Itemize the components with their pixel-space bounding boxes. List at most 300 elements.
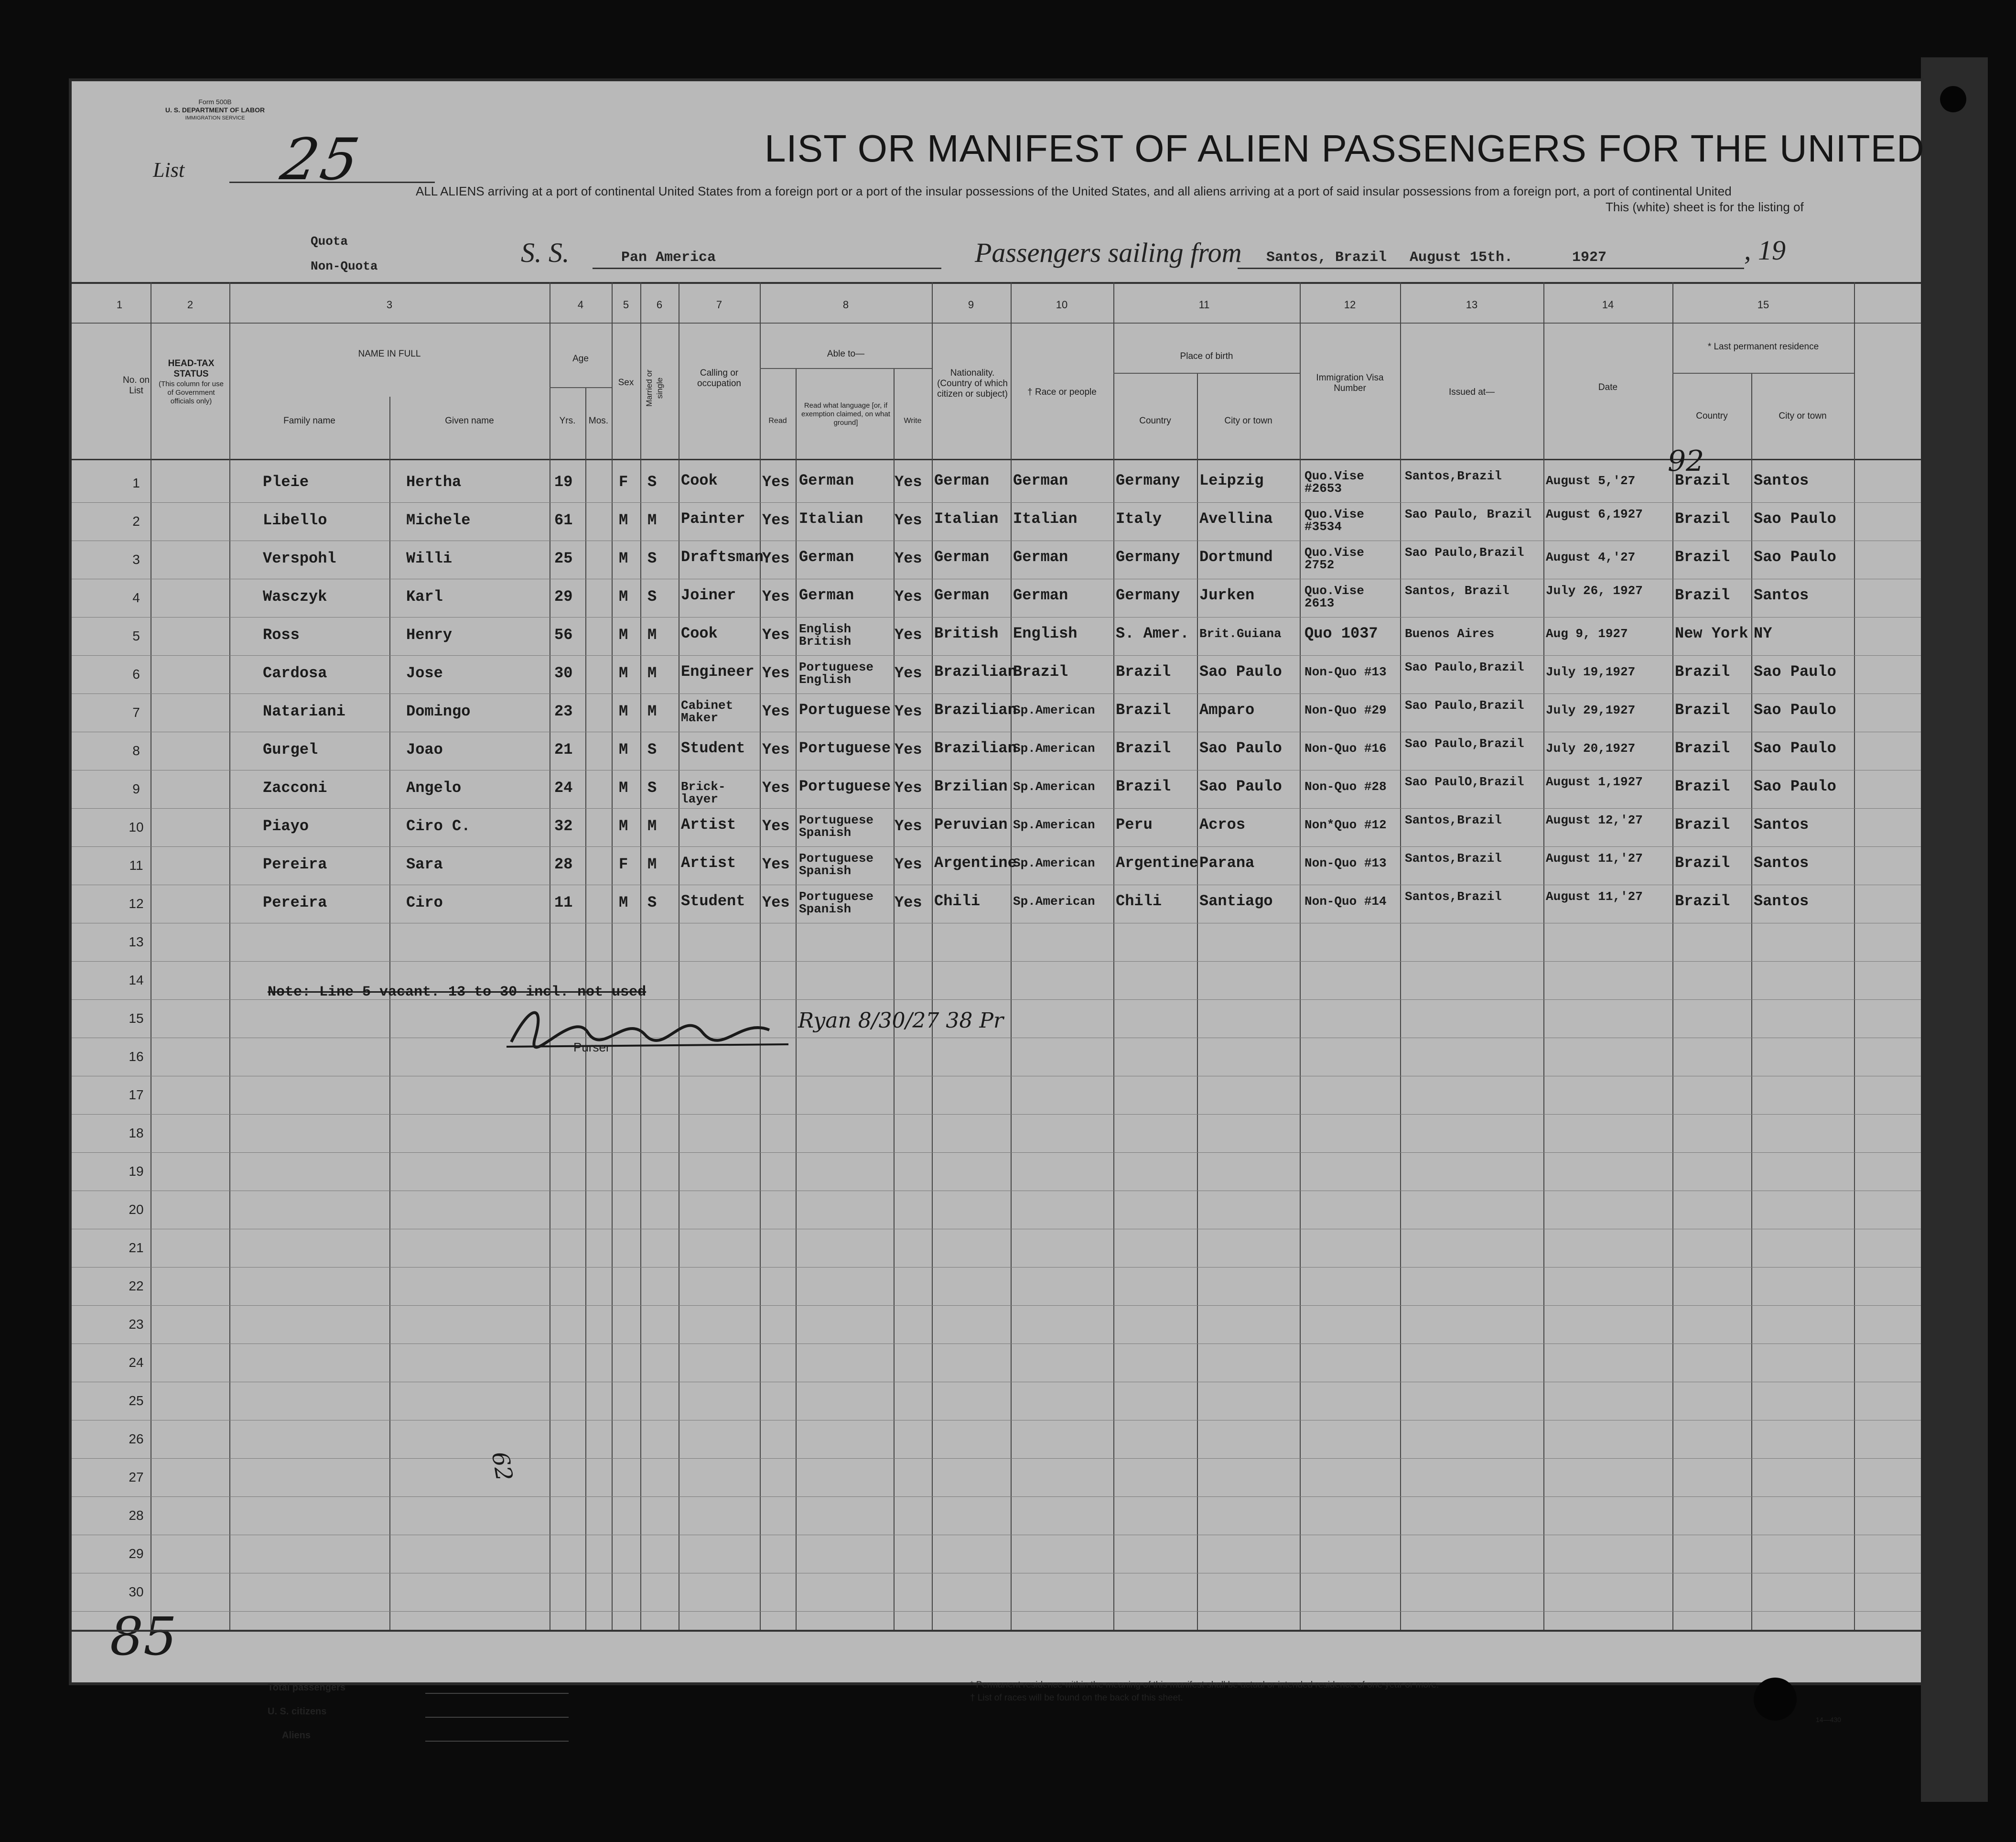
cell-res-country: Brazil [1675, 510, 1730, 528]
header-family-name: Family name [283, 416, 335, 426]
cell-issued-at: Santos,Brazil [1405, 889, 1502, 904]
cell-marital-status: M [647, 511, 657, 529]
cell-language: German [799, 586, 854, 604]
cell-age-years: 30 [554, 664, 573, 682]
aliens-line [425, 1741, 569, 1742]
cell-issued-at: Santos,Brazil [1405, 851, 1502, 866]
row-divider [72, 617, 1921, 618]
cell-family-name: Libello [263, 511, 327, 529]
form-number: Form 500B [198, 98, 232, 106]
cell-race: Sp.American [1013, 780, 1095, 794]
cell-birth-city: Avellina [1199, 510, 1273, 528]
header-able-to: Able to— [827, 349, 865, 359]
cell-family-name: Pereira [263, 856, 327, 873]
cell-occupation: Draftsman [681, 548, 764, 566]
divider [1543, 282, 1544, 1630]
cell-occupation: Painter [681, 510, 745, 528]
cell-birth-city: Sao Paulo [1199, 778, 1282, 795]
form-code: 14—430 [1816, 1716, 1841, 1723]
cell-age-years: 28 [554, 856, 573, 873]
cell-res-country: Brazil [1675, 854, 1730, 872]
cell-date: July 19,1927 [1546, 665, 1636, 679]
row-divider [72, 1305, 1921, 1306]
divider [640, 282, 641, 1630]
cell-sex: F [619, 856, 628, 873]
handwritten-signature-note: Ryan 8/30/27 38 Pr [798, 1008, 1003, 1033]
ink-blot [1754, 1678, 1797, 1721]
sailing-date: August 15th. [1410, 249, 1513, 266]
row-divider [72, 1458, 1921, 1459]
cell-nationality: Italian [934, 510, 999, 528]
header-calling: Calling or occupation [697, 368, 741, 389]
header-sex: Sex [618, 378, 634, 388]
row-number: 4 [132, 590, 140, 605]
cell-res-country: Brazil [1675, 778, 1730, 795]
column-number: 8 [842, 299, 849, 311]
cell-write: Yes [895, 550, 922, 567]
cell-birth-city: Brit.Guiana [1199, 627, 1282, 641]
quota-label: Quota [311, 234, 348, 249]
row-divider [72, 1496, 1921, 1497]
cell-nationality: German [934, 586, 990, 604]
cell-visa-number: Non-Quo #13 [1304, 665, 1387, 679]
row-number: 11 [129, 858, 143, 873]
cell-language: Portuguese [799, 778, 891, 795]
cell-language: German [799, 548, 854, 566]
cell-issued-at: Santos, Brazil [1405, 584, 1509, 598]
cell-given-name: Jose [406, 664, 443, 682]
cell-age-years: 56 [554, 626, 573, 644]
header-res-country: Country [1696, 411, 1728, 421]
cell-res-country: Brazil [1675, 701, 1730, 719]
row-number: 26 [129, 1431, 144, 1446]
cell-family-name: Pereira [263, 894, 327, 911]
row-divider [72, 502, 1921, 503]
cell-birth-country: Argentine [1116, 854, 1198, 872]
cell-res-country: Brazil [1675, 548, 1730, 566]
cell-age-years: 23 [554, 703, 573, 720]
cell-sex: F [619, 473, 628, 491]
cell-language: Portuguese Spanish [799, 889, 874, 916]
row-number: 13 [129, 934, 144, 949]
cell-race: Sp.American [1013, 741, 1095, 756]
row-divider [72, 693, 1921, 694]
page-edge [1921, 57, 1988, 1802]
cell-issued-at: Sao Paulo,Brazil [1405, 698, 1524, 713]
divider [1238, 268, 1744, 269]
cell-birth-country: Brazil [1116, 701, 1171, 719]
cell-occupation: Student [681, 892, 745, 910]
cell-age-years: 25 [554, 550, 573, 567]
manifest-sheet [72, 81, 1925, 1741]
cell-given-name: Willi [406, 550, 453, 567]
cell-occupation: Engineer [681, 663, 755, 681]
cell-birth-country: Brazil [1116, 778, 1171, 795]
row-number: 2 [132, 514, 140, 529]
cell-marital-status: S [647, 473, 657, 491]
us-citizens-line [425, 1717, 569, 1718]
purser-label: Purser [573, 1040, 610, 1054]
cell-language: Portuguese Spanish [799, 851, 874, 878]
cell-visa-number: Non-Quo #16 [1304, 741, 1387, 756]
cell-sex: M [619, 703, 628, 720]
cell-birth-city: Sao Paulo [1199, 739, 1282, 757]
row-divider [72, 1611, 1921, 1612]
row-number: 27 [129, 1470, 144, 1484]
header-married: Married or single [645, 369, 664, 407]
row-number: 21 [129, 1240, 144, 1255]
row-number: 25 [129, 1393, 144, 1408]
cell-res-country: Brazil [1675, 586, 1730, 604]
total-passengers-label: Total passengers [268, 1682, 346, 1693]
row-number: 29 [129, 1546, 144, 1561]
cell-birth-country: S. Amer. [1116, 625, 1189, 642]
row-number: 15 [129, 1011, 144, 1026]
cell-nationality: British [934, 625, 999, 642]
cell-res-city: Sao Paulo [1754, 548, 1836, 566]
column-number: 6 [656, 299, 663, 311]
cell-family-name: Verspohl [263, 550, 336, 567]
cell-nationality: Chili [934, 892, 981, 910]
punch-hole [1940, 86, 1966, 112]
cell-issued-at: Sao Paulo,Brazil [1405, 660, 1524, 674]
cell-marital-status: M [647, 817, 657, 835]
header-nationality: Nationality. (Country of which citizen or subject) [937, 368, 1008, 399]
cell-marital-status: S [647, 894, 657, 911]
cell-language: Portuguese Spanish [799, 813, 874, 840]
cell-age-years: 29 [554, 588, 573, 606]
cell-occupation: Cabinet Maker [681, 698, 733, 725]
cell-marital-status: M [647, 856, 657, 873]
divider [1113, 373, 1300, 374]
cell-race: Italian [1013, 510, 1078, 528]
form-info [148, 98, 282, 122]
row-number: 17 [129, 1087, 144, 1102]
cell-sex: M [619, 550, 628, 567]
cell-sex: M [619, 894, 628, 911]
cell-sex: M [619, 664, 628, 682]
column-number: 13 [1466, 299, 1478, 311]
cell-given-name: Henry [406, 626, 453, 644]
list-label: List [153, 158, 185, 182]
row-number: 20 [129, 1202, 144, 1217]
cell-given-name: Domingo [406, 703, 471, 720]
row-number: 19 [129, 1164, 144, 1179]
cell-write: Yes [895, 588, 922, 606]
cell-date: July 26, 1927 [1546, 584, 1643, 598]
row-number: 7 [132, 705, 140, 720]
column-number: 12 [1344, 299, 1356, 311]
divider [760, 368, 932, 369]
cell-birth-country: Italy [1116, 510, 1162, 528]
cell-visa-number: Non-Quo #14 [1304, 894, 1387, 909]
cell-family-name: Pleie [263, 473, 309, 491]
cell-race: Sp.American [1013, 894, 1095, 909]
cell-birth-city: Jurken [1199, 586, 1255, 604]
cell-language: Portuguese English [799, 660, 874, 687]
row-number: 16 [129, 1049, 144, 1064]
cell-race: Brazil [1013, 663, 1068, 681]
row-number: 23 [129, 1317, 144, 1332]
row-number: 9 [132, 781, 140, 796]
cell-date: August 12,'27 [1546, 813, 1643, 827]
cell-read: Yes [762, 703, 790, 720]
page-title: LIST OR MANIFEST OF ALIEN PASSENGERS FOR THE UNITED [765, 127, 1925, 170]
header-res-city: City or town [1779, 411, 1827, 421]
us-citizens-label: U. S. citizens [268, 1706, 327, 1717]
handwritten-mark: 62 [486, 1450, 518, 1483]
cell-language: Italian [799, 510, 863, 528]
cell-marital-status: M [647, 626, 657, 644]
service: IMMIGRATION SERVICE [185, 115, 245, 121]
cell-res-city: Santos [1754, 854, 1809, 872]
cell-res-city: Santos [1754, 586, 1809, 604]
column-number: 7 [716, 299, 722, 311]
divider [229, 282, 230, 1630]
column-number: 1 [116, 299, 123, 311]
purser-signature [502, 999, 808, 1056]
cell-read: Yes [762, 550, 790, 567]
row-number: 10 [129, 820, 144, 834]
column-number: 15 [1757, 299, 1769, 311]
footnote-permanent-residence: * Permanent residence within the meaning of this manifest shall be actual or intended residence of one year or more. [970, 1680, 1439, 1690]
cell-given-name: Ciro [406, 894, 443, 911]
cell-occupation: Student [681, 739, 745, 757]
header-read: Read [768, 417, 787, 425]
cell-birth-country: Brazil [1116, 663, 1171, 681]
cell-language: Portuguese [799, 739, 891, 757]
cell-nationality: Brazilian [934, 701, 1017, 719]
cell-visa-number: Quo.Vise 2752 [1304, 545, 1364, 572]
cell-nationality: Brazilian [934, 663, 1017, 681]
cell-sex: M [619, 511, 628, 529]
cell-res-country: Brazil [1675, 472, 1730, 489]
row-number: 8 [132, 743, 140, 758]
cell-race: German [1013, 548, 1068, 566]
cell-age-years: 61 [554, 511, 573, 529]
cell-issued-at: Sao Paulo, Brazil [1405, 507, 1532, 521]
row-number: 6 [132, 667, 140, 682]
header-yrs: Yrs. [559, 416, 576, 426]
cell-visa-number: Non-Quo #28 [1304, 780, 1387, 794]
cell-given-name: Karl [406, 588, 443, 606]
header-date: Date [1598, 382, 1618, 392]
cell-birth-country: Peru [1116, 816, 1153, 834]
sailing-from: Santos, Brazil [1266, 249, 1387, 266]
cell-language: German [799, 472, 854, 489]
cell-date: August 11,'27 [1546, 889, 1643, 904]
divider [1751, 373, 1752, 1630]
column-number: 14 [1602, 299, 1614, 311]
cell-given-name: Joao [406, 741, 443, 758]
cell-birth-city: Leipzig [1199, 472, 1264, 489]
cell-read: Yes [762, 626, 790, 644]
divider [72, 459, 1921, 460]
cell-nationality: Argentine [934, 854, 1017, 872]
header-place-of-birth: Place of birth [1180, 351, 1233, 361]
row-number: 30 [129, 1584, 144, 1599]
cell-sex: M [619, 779, 628, 797]
cell-date: August 5,'27 [1546, 474, 1636, 488]
cell-nationality: German [934, 472, 990, 489]
cell-write: Yes [895, 779, 922, 797]
column-number: 5 [623, 299, 629, 311]
header-birth-city: City or town [1224, 416, 1272, 426]
cell-res-country: Brazil [1675, 816, 1730, 834]
cell-write: Yes [895, 817, 922, 835]
aliens-label: Aliens [282, 1730, 311, 1741]
cell-res-city: Sao Paulo [1754, 739, 1836, 757]
cell-age-years: 32 [554, 817, 573, 835]
divider [1400, 282, 1401, 1630]
divider [593, 268, 941, 269]
cell-given-name: Hertha [406, 473, 462, 491]
cell-visa-number: Quo.Vise #3534 [1304, 507, 1364, 534]
cell-res-city: Sao Paulo [1754, 510, 1836, 528]
cell-race: Sp.American [1013, 818, 1095, 832]
cell-date: July 29,1927 [1546, 703, 1636, 717]
cell-nationality: Peruvian [934, 816, 1008, 834]
row-number: 18 [129, 1126, 144, 1140]
cell-birth-city: Dortmund [1199, 548, 1273, 566]
divider [612, 282, 613, 1630]
cell-date: August 4,'27 [1546, 550, 1636, 564]
cell-age-years: 19 [554, 473, 573, 491]
cell-nationality: Brzilian [934, 778, 1008, 795]
cell-race: Sp.American [1013, 856, 1095, 870]
header-mos: Mos. [588, 416, 609, 426]
row-number: 5 [132, 628, 140, 643]
row-divider [72, 961, 1921, 962]
cell-birth-city: Acros [1199, 816, 1246, 834]
header-head-tax-note: (This column for use of Government officials only) [159, 380, 224, 405]
cell-read: Yes [762, 856, 790, 873]
row-divider [72, 1152, 1921, 1153]
cell-race: German [1013, 586, 1068, 604]
column-number: 4 [577, 299, 584, 311]
cell-read: Yes [762, 473, 790, 491]
header-race: † Race or people [1027, 387, 1097, 397]
cell-visa-number: Non-Quo #13 [1304, 856, 1387, 870]
cell-birth-city: Amparo [1199, 701, 1255, 719]
header-last-residence: * Last permanent residence [1707, 342, 1819, 352]
divider [72, 1630, 1921, 1632]
cell-visa-number: Quo 1037 [1304, 625, 1378, 642]
cell-write: Yes [895, 473, 922, 491]
row-number: 14 [129, 973, 144, 987]
divider [550, 387, 612, 388]
cell-family-name: Natariani [263, 703, 345, 720]
cell-age-years: 24 [554, 779, 573, 797]
header-visa-number: Immigration Visa Number [1316, 373, 1384, 393]
cell-date: August 11,'27 [1546, 851, 1643, 866]
cell-given-name: Sara [406, 856, 443, 873]
cell-res-country: Brazil [1675, 739, 1730, 757]
cell-family-name: Wasczyk [263, 588, 327, 606]
divider [1300, 282, 1301, 1630]
cell-birth-country: Chili [1116, 892, 1162, 910]
subtitle-line-1: ALL ALIENS arriving at a port of continental United States from a foreign port or a port of the insular possessions of the United States, and all aliens arriving at a port of said insular possessions from a foreign port, a port of continental United [416, 184, 1732, 198]
cell-birth-country: Germany [1116, 472, 1180, 489]
cell-date: Aug 9, 1927 [1546, 627, 1628, 641]
cell-birth-city: Sao Paulo [1199, 663, 1282, 681]
cell-write: Yes [895, 626, 922, 644]
row-divider [72, 1114, 1921, 1115]
divider [1854, 282, 1855, 1630]
cell-res-city: Santos [1754, 816, 1809, 834]
cell-birth-country: Brazil [1116, 739, 1171, 757]
cell-sex: M [619, 741, 628, 758]
ss-label: S. S. [521, 237, 570, 268]
cell-write: Yes [895, 703, 922, 720]
divider [72, 282, 1921, 284]
cell-date: July 20,1927 [1546, 741, 1636, 756]
row-divider [72, 846, 1921, 847]
cell-read: Yes [762, 894, 790, 911]
divider [1672, 282, 1673, 1630]
cell-issued-at: Santos,Brazil [1405, 469, 1502, 483]
cell-res-city: Santos [1754, 472, 1809, 489]
row-divider [72, 655, 1921, 656]
cell-marital-status: S [647, 550, 657, 567]
cell-write: Yes [895, 741, 922, 758]
note-line: Note: Line 5 vacant. 13 to 30 incl. not used [268, 984, 647, 1000]
cell-sex: M [619, 817, 628, 835]
cell-race: German [1013, 472, 1068, 489]
cell-read: Yes [762, 779, 790, 797]
cell-res-city: Sao Paulo [1754, 778, 1836, 795]
cell-read: Yes [762, 741, 790, 758]
cell-occupation: Artist [681, 854, 736, 872]
divider [1672, 373, 1854, 374]
cell-issued-at: Sao Paulo,Brazil [1405, 737, 1524, 751]
nonquota-label: Non-Quota [311, 259, 378, 273]
cell-read: Yes [762, 511, 790, 529]
cell-issued-at: Buenos Aires [1405, 627, 1495, 641]
subtitle-line-2: This (white) sheet is for the listing of [1606, 200, 1804, 214]
column-number: 3 [386, 299, 393, 311]
header-issued-at: Issued at— [1448, 387, 1495, 397]
cell-occupation: Brick-layer [681, 780, 726, 806]
handwritten-mark: 85 [110, 1606, 177, 1667]
cell-family-name: Cardosa [263, 664, 327, 682]
header-read-language: Read what language [or, if exemption claimed, on what ground] [801, 401, 890, 427]
cell-read: Yes [762, 817, 790, 835]
handwritten-mark: 92 [1668, 444, 1704, 478]
cell-res-city: Santos [1754, 892, 1809, 910]
divider [72, 323, 1921, 324]
column-number: 9 [968, 299, 974, 311]
divider [229, 182, 435, 183]
cell-age-years: 21 [554, 741, 573, 758]
cell-occupation: Artist [681, 816, 736, 834]
row-divider [72, 808, 1921, 809]
divider [1197, 373, 1198, 1630]
cell-res-country: New York [1675, 625, 1748, 642]
divider [1011, 282, 1012, 1630]
footnote-races: † List of races will be found on the back of this sheet. [970, 1693, 1183, 1703]
divider [932, 282, 933, 1630]
column-number: 2 [187, 299, 194, 311]
cell-occupation: Cook [681, 625, 718, 642]
sailing-label: Passengers sailing from [975, 237, 1242, 268]
cell-marital-status: S [647, 588, 657, 606]
total-passengers-line [425, 1693, 569, 1694]
column-number: 11 [1198, 299, 1210, 311]
cell-visa-number: Quo.Vise 2613 [1304, 584, 1364, 610]
cell-visa-number: Quo.Vise #2653 [1304, 469, 1364, 496]
row-number: 12 [129, 896, 144, 911]
